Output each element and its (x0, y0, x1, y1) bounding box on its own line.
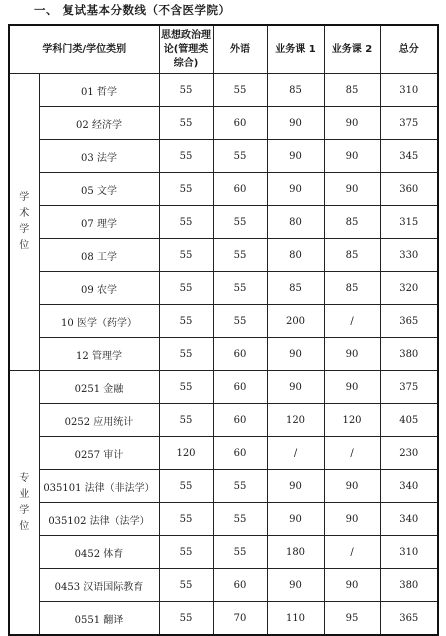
cell-politics: 55 (159, 338, 213, 371)
cell-politics: 120 (159, 437, 213, 470)
cell-politics: 55 (159, 206, 213, 239)
cell-foreign: 55 (213, 536, 267, 569)
cell-course1: 90 (267, 338, 324, 371)
cell-total: 340 (380, 470, 438, 503)
cell-course2: 90 (324, 371, 380, 404)
table-row (9, 536, 438, 569)
cell-course1: 85 (267, 74, 324, 107)
cell-course1: 200 (267, 305, 324, 338)
row-name: 03 法学 (39, 140, 159, 173)
table-row (9, 437, 438, 470)
row-name: 0452 体育 (39, 536, 159, 569)
row-name: 0257 审计 (39, 437, 159, 470)
cell-course1: 90 (267, 569, 324, 602)
cell-course2: 90 (324, 173, 380, 206)
table-row (9, 569, 438, 602)
cell-course1: 80 (267, 239, 324, 272)
cell-course1: 90 (267, 470, 324, 503)
cell-course1: 90 (267, 371, 324, 404)
row-name: 01 哲学 (39, 74, 159, 107)
cell-course1: 90 (267, 107, 324, 140)
cell-course1: 80 (267, 206, 324, 239)
cell-course1: / (267, 437, 324, 470)
cell-politics: 55 (159, 602, 213, 636)
table-row (9, 338, 438, 371)
table-row (9, 470, 438, 503)
cell-politics: 55 (159, 173, 213, 206)
cell-course1: 90 (267, 503, 324, 536)
cell-foreign: 60 (213, 107, 267, 140)
cell-politics: 55 (159, 371, 213, 404)
cell-foreign: 55 (213, 470, 267, 503)
cell-foreign: 60 (213, 437, 267, 470)
table-row (9, 503, 438, 536)
cell-total: 380 (380, 338, 438, 371)
cell-foreign: 60 (213, 569, 267, 602)
cell-total: 320 (380, 272, 438, 305)
cell-total: 310 (380, 536, 438, 569)
table-row (9, 74, 438, 107)
cell-foreign: 55 (213, 305, 267, 338)
cell-course1: 90 (267, 173, 324, 206)
cell-politics: 55 (159, 239, 213, 272)
row-name: 0453 汉语国际教育 (39, 569, 159, 602)
cell-total: 310 (380, 74, 438, 107)
cell-course2: 95 (324, 602, 380, 636)
cell-total: 365 (380, 305, 438, 338)
table-row (9, 173, 438, 206)
cell-total: 345 (380, 140, 438, 173)
table-row (9, 602, 438, 636)
cell-course2: 85 (324, 206, 380, 239)
cell-total: 315 (380, 206, 438, 239)
row-name: 02 经济学 (39, 107, 159, 140)
cell-total: 340 (380, 503, 438, 536)
row-name: 10 医学（药学） (39, 305, 159, 338)
header-total: 总分 (380, 25, 438, 74)
cell-total: 405 (380, 404, 438, 437)
table-row (9, 107, 438, 140)
cell-politics: 55 (159, 272, 213, 305)
cell-course1: 120 (267, 404, 324, 437)
cell-foreign: 55 (213, 272, 267, 305)
row-name: 07 理学 (39, 206, 159, 239)
cell-course1: 85 (267, 272, 324, 305)
cell-course2: 85 (324, 74, 380, 107)
cell-total: 380 (380, 569, 438, 602)
table-row (9, 404, 438, 437)
row-name: 035102 法律（法学） (39, 503, 159, 536)
cell-politics: 55 (159, 305, 213, 338)
row-name: 09 农学 (39, 272, 159, 305)
cell-total: 365 (380, 602, 438, 636)
section-heading: 一、 复试基本分数线（不含医学院） (34, 3, 231, 17)
cell-course2: / (324, 305, 380, 338)
cell-foreign: 70 (213, 602, 267, 636)
cell-foreign: 60 (213, 371, 267, 404)
table-row (9, 206, 438, 239)
cell-politics: 55 (159, 536, 213, 569)
table-row (9, 371, 438, 404)
cell-politics: 55 (159, 404, 213, 437)
group-label: 学术学位 (19, 192, 30, 251)
cell-politics: 55 (159, 569, 213, 602)
row-name: 05 文学 (39, 173, 159, 206)
cell-foreign: 55 (213, 206, 267, 239)
cell-politics: 55 (159, 74, 213, 107)
score-table (8, 24, 439, 636)
cell-foreign: 60 (213, 404, 267, 437)
header-course1: 业务课 1 (267, 25, 324, 74)
cell-course2: / (324, 536, 380, 569)
cell-course2: 90 (324, 503, 380, 536)
table-row (9, 239, 438, 272)
row-name: 08 工学 (39, 239, 159, 272)
table-row (9, 140, 438, 173)
row-name: 0551 翻译 (39, 602, 159, 636)
cell-course2: 90 (324, 140, 380, 173)
cell-course2: 90 (324, 470, 380, 503)
table-row (9, 305, 438, 338)
cell-total: 375 (380, 107, 438, 140)
group-professional (9, 371, 39, 636)
cell-foreign: 55 (213, 503, 267, 536)
cell-foreign: 60 (213, 173, 267, 206)
row-name: 12 管理学 (39, 338, 159, 371)
cell-politics: 55 (159, 503, 213, 536)
cell-foreign: 60 (213, 338, 267, 371)
cell-course2: 120 (324, 404, 380, 437)
group-label: 专业学位 (19, 472, 30, 532)
cell-foreign: 55 (213, 140, 267, 173)
cell-course2: 90 (324, 569, 380, 602)
cell-course2: / (324, 437, 380, 470)
cell-total: 330 (380, 239, 438, 272)
header-category: 学科门类/学位类别 (9, 25, 159, 74)
header-foreign: 外语 (213, 25, 267, 74)
header-course2: 业务课 2 (324, 25, 380, 74)
cell-course1: 90 (267, 140, 324, 173)
cell-total: 360 (380, 173, 438, 206)
cell-course2: 85 (324, 239, 380, 272)
cell-course1: 180 (267, 536, 324, 569)
header-row (9, 25, 438, 74)
cell-course2: 85 (324, 272, 380, 305)
cell-politics: 55 (159, 107, 213, 140)
row-name: 035101 法律（非法学） (39, 470, 159, 503)
cell-course1: 110 (267, 602, 324, 636)
cell-course2: 90 (324, 338, 380, 371)
row-name: 0252 应用统计 (39, 404, 159, 437)
cell-total: 375 (380, 371, 438, 404)
header-politics: 思想政治理论(管理类综合) (159, 25, 213, 74)
cell-course2: 90 (324, 107, 380, 140)
cell-foreign: 55 (213, 74, 267, 107)
cell-politics: 55 (159, 470, 213, 503)
cell-total: 230 (380, 437, 438, 470)
group-academic (9, 74, 39, 371)
cell-politics: 55 (159, 140, 213, 173)
table-row (9, 272, 438, 305)
row-name: 0251 金融 (39, 371, 159, 404)
cell-foreign: 55 (213, 239, 267, 272)
